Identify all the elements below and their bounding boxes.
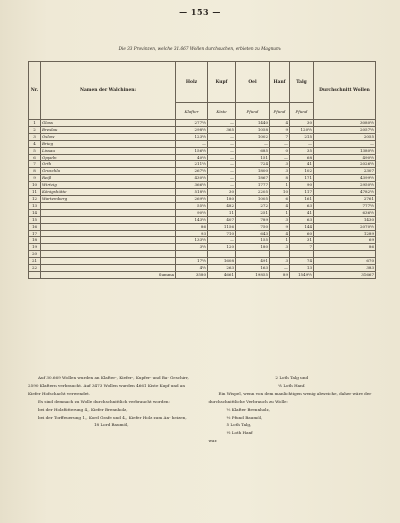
cell-nr: 5 — [29, 147, 41, 154]
cell-nr: 21 — [29, 258, 41, 265]
cell-name — [41, 216, 176, 223]
right-line-1: 2 Loth Talg und — [275, 375, 309, 380]
totals-wollen: 31667 — [314, 271, 376, 278]
right-column — [209, 374, 376, 445]
cell-wollen: 2950½ — [314, 182, 376, 189]
cell-nr: 10 — [29, 182, 41, 189]
cell-wollen — [314, 251, 376, 258]
table-row — [29, 189, 376, 196]
cell-wollen: 383 — [314, 265, 376, 272]
cell-oel: 2205 — [236, 189, 270, 196]
table-row — [29, 120, 376, 127]
cell-nr: 3 — [29, 133, 41, 140]
totals-kupf: 4661 — [208, 271, 236, 278]
cell-kupf: — — [208, 147, 236, 154]
cell-kupf: — — [208, 140, 236, 147]
cell-hanf: — — [270, 154, 290, 161]
table-row — [29, 237, 376, 244]
subheader-kupf: Kiste — [208, 103, 236, 120]
table-row — [29, 182, 376, 189]
right-end: war. — [208, 438, 218, 444]
cell-wollen: 490½ — [314, 154, 376, 161]
cell-holz: 90½ — [176, 209, 208, 216]
right-line-6: ⅓ Loth Hanf — [226, 430, 253, 436]
cell-talg: 68 — [290, 154, 314, 161]
right-line-2: ⅛ Loth Hanf. — [278, 382, 306, 388]
cell-holz: 55½ — [176, 202, 208, 209]
cell-wollen: 636½ — [314, 209, 376, 216]
cell-name — [41, 265, 176, 272]
cell-nr: 16 — [29, 223, 41, 230]
cell-talg: 41 — [290, 209, 314, 216]
cell-holz: 267½ — [176, 168, 208, 175]
cell-oel: 1002 — [236, 133, 270, 140]
table-row — [29, 216, 376, 223]
cell-nr: 19 — [29, 244, 41, 251]
left-paragraph-4: bei der Torffeuerung 1,, Kord Grafe und 4,, Kiefer Holz zum An- heizen, — [38, 414, 187, 420]
cell-nr: 20 — [29, 251, 41, 258]
table-row — [29, 147, 376, 154]
table-row — [29, 195, 376, 202]
cell-hanf: 9 — [270, 126, 290, 133]
cell-oel: — — [236, 140, 270, 147]
cell-kupf: — — [208, 237, 236, 244]
cell-name: Wartemberg — [41, 195, 176, 202]
totals-oel: 19855 — [236, 271, 270, 278]
header-hanf: Hanf — [270, 62, 290, 103]
cell-holz: 93 — [176, 230, 208, 237]
cell-nr: 15 — [29, 216, 41, 223]
cell-kupf — [208, 251, 236, 258]
cell-wollen: 4782½ — [314, 189, 376, 196]
subheader-talg: Pfund — [290, 103, 314, 120]
cell-oel: 1005 — [236, 195, 270, 202]
cell-wollen: 3080½ — [314, 120, 376, 127]
cell-wollen: 2761 — [314, 195, 376, 202]
totals-holz: 3580 — [176, 271, 208, 278]
cell-oel: 151 — [236, 154, 270, 161]
cell-holz: 17½ — [176, 258, 208, 265]
cell-hanf: 3 — [270, 216, 290, 223]
cell-oel: 685 — [236, 147, 270, 154]
cell-talg: 41 — [290, 161, 314, 168]
cell-kupf: 365 — [208, 126, 236, 133]
table-row — [29, 230, 376, 237]
cell-hanf: 6 — [270, 195, 290, 202]
cell-kupf: 407 — [208, 216, 236, 223]
cell-kupf: — — [208, 175, 236, 182]
cell-talg: 63 — [290, 216, 314, 223]
cell-holz: 518½ — [176, 189, 208, 196]
left-paragraph-2: Es sind demnach zu Wolle durchschnittlich verbraucht worden: — [38, 398, 170, 404]
cell-kupf: 30 — [208, 189, 236, 196]
cell-nr: 4 — [29, 140, 41, 147]
table-row — [29, 154, 376, 161]
cell-kupf: 1608 — [208, 258, 236, 265]
cell-kupf: 482 — [208, 202, 236, 209]
cell-wollen: 4399½ — [314, 175, 376, 182]
left-column — [28, 374, 195, 445]
cell-name: Breslau — [41, 126, 176, 133]
cell-talg: 60 — [290, 230, 314, 237]
cell-wollen: 2055 — [314, 133, 376, 140]
cell-wollen: 2057½ — [314, 126, 376, 133]
cell-oel: 1867 — [236, 175, 270, 182]
cell-hanf: 1 — [270, 209, 290, 216]
cell-oel: 163 — [236, 265, 270, 272]
cell-talg: 74 — [290, 258, 314, 265]
cell-hanf: 4 — [270, 230, 290, 237]
cell-name: Groschla — [41, 168, 176, 175]
table-row — [29, 251, 376, 258]
page-number: — 153 — — [179, 7, 221, 17]
cell-oel: 1800 — [236, 168, 270, 175]
cell-talg: 30 — [290, 120, 314, 127]
cell-kupf: — — [208, 182, 236, 189]
cell-oel: 724 — [236, 161, 270, 168]
cell-talg: 35 — [290, 147, 314, 154]
table-row — [29, 161, 376, 168]
header-talg: Talg — [290, 62, 314, 103]
cell-kupf: 120 — [208, 244, 236, 251]
table-row — [29, 140, 376, 147]
cell-kupf: 11 — [208, 209, 236, 216]
left-paragraph-5: 18 Lord Baumöl, — [93, 422, 129, 428]
cell-holz: 366½ — [176, 182, 208, 189]
cell-oel: 1777 — [236, 182, 270, 189]
header-nr: Nr. — [29, 62, 41, 120]
totals-label: Summa — [41, 271, 176, 278]
cell-talg: 7 — [290, 244, 314, 251]
cell-kupf: — — [208, 168, 236, 175]
left-paragraph-1: Auf 30.669 Wollen wurden an Klafter-, Kiefer-, Kupfer- und Ba- Geschirr, 2590 Klaftern verbraucht. Auf 3473 Wollen wurden 4661 Kiste Kupf und an Kiefer Hofschacht verwendet. — [28, 375, 189, 396]
cell-oel: 1058 — [236, 126, 270, 133]
cell-nr: 7 — [29, 161, 41, 168]
table-row — [29, 133, 376, 140]
cell-talg: 63 — [290, 202, 314, 209]
cell-talg: 215 — [290, 133, 314, 140]
cell-nr: 1 — [29, 120, 41, 127]
text-columns — [28, 374, 375, 445]
cell-talg: 144 — [290, 223, 314, 230]
cell-oel: 180 — [236, 244, 270, 251]
cell-hanf: 3 — [270, 168, 290, 175]
cell-nr: 8 — [29, 168, 41, 175]
cell-nr: 14 — [29, 209, 41, 216]
table-row — [29, 126, 376, 133]
right-line-3: ⅖ Klafter Brennholz, — [226, 406, 270, 412]
cell-kupf: 263 — [208, 265, 236, 272]
cell-hanf: 7 — [270, 133, 290, 140]
cell-hanf: — — [270, 265, 290, 272]
header-holz: Holz — [176, 62, 208, 103]
cell-oel: 789 — [236, 216, 270, 223]
cell-hanf: — — [270, 140, 290, 147]
right-paragraph-1: Ein Wispel, wenn von dem manlichtigen wenig abweiche, daher wäre der durchschnittliche Verbrauch zu Wolle: — [208, 390, 372, 404]
cell-holz: 277½ — [176, 120, 208, 127]
cell-talg: 117 — [290, 189, 314, 196]
cell-hanf: 0 — [270, 147, 290, 154]
cell-nr: 12 — [29, 195, 41, 202]
cell-name: Lissau — [41, 147, 176, 154]
cell-talg: 102 — [290, 168, 314, 175]
cell-hanf: 3 — [270, 244, 290, 251]
cell-name — [41, 230, 176, 237]
cell-kupf: — — [208, 154, 236, 161]
cell-name — [41, 258, 176, 265]
cell-holz: — — [176, 140, 208, 147]
cell-talg: 31 — [290, 237, 314, 244]
cell-holz: 143½ — [176, 216, 208, 223]
cell-holz: 40½ — [176, 154, 208, 161]
cell-oel — [236, 251, 270, 258]
right-line-4: ⅔ Pfund Baumöl, — [226, 414, 263, 420]
cell-holz: 430½ — [176, 175, 208, 182]
cell-name — [41, 237, 176, 244]
cell-wollen: 2307 — [314, 168, 376, 175]
right-line-5: 5 Loth Talg, — [226, 422, 252, 428]
cell-kupf: — — [208, 161, 236, 168]
cell-name: Königshütte — [41, 189, 176, 196]
cell-talg — [290, 251, 314, 258]
cell-hanf: 1 — [270, 237, 290, 244]
totals-talg: 1549½ — [290, 271, 314, 278]
cell-nr: 17 — [29, 230, 41, 237]
cell-kupf: — — [208, 133, 236, 140]
cell-name: Oslow — [41, 133, 176, 140]
cell-holz: 86 — [176, 223, 208, 230]
cell-nr: 11 — [29, 189, 41, 196]
cell-name: Reiß — [41, 175, 176, 182]
subheader-holz: Klafter — [176, 103, 208, 120]
cell-name: Wirtzig — [41, 182, 176, 189]
cell-name — [41, 202, 176, 209]
cell-wollen: 86 — [314, 244, 376, 251]
cell-name — [41, 244, 176, 251]
cell-hanf: 3 — [270, 258, 290, 265]
cell-nr: 22 — [29, 265, 41, 272]
header-kupf: Kupf — [208, 62, 236, 103]
cell-name — [41, 223, 176, 230]
cell-name: Brieg — [41, 140, 176, 147]
table-row — [29, 265, 376, 272]
table-row — [29, 202, 376, 209]
cell-nr: 18 — [29, 237, 41, 244]
cell-name: Oppeln — [41, 154, 176, 161]
cell-talg: — — [290, 140, 314, 147]
subheader-oel: Pfund — [236, 103, 270, 120]
cell-nr: 13 — [29, 202, 41, 209]
cell-oel: 491 — [236, 258, 270, 265]
table-row — [29, 209, 376, 216]
cell-hanf: 4 — [270, 120, 290, 127]
cell-name: Gloss — [41, 120, 176, 127]
cell-oel: 1440 — [236, 120, 270, 127]
cell-hanf: 1 — [270, 182, 290, 189]
cell-holz: 211½ — [176, 161, 208, 168]
cell-holz: 269½ — [176, 195, 208, 202]
cell-talg: 13 — [290, 265, 314, 272]
cell-holz: 156½ — [176, 147, 208, 154]
cell-talg: 161 — [290, 195, 314, 202]
cell-hanf: 3 — [270, 161, 290, 168]
cell-wollen: 1380½ — [314, 147, 376, 154]
subheader-hanf: Pfund — [270, 103, 290, 120]
cell-holz: 298½ — [176, 126, 208, 133]
cell-holz: 133½ — [176, 237, 208, 244]
cell-kupf: 1156 — [208, 223, 236, 230]
table-subtitle: Die 33 Provinzen, welche 31.667 Wollen durchsuchen, erbieten zu Magnum: — [118, 46, 282, 51]
cell-name — [41, 209, 176, 216]
cell-wollen: 2070½ — [314, 223, 376, 230]
cell-kupf: — — [208, 120, 236, 127]
cell-wollen: — — [314, 140, 376, 147]
cell-holz: 3½ — [176, 244, 208, 251]
table-row — [29, 258, 376, 265]
cell-nr: 9 — [29, 175, 41, 182]
cell-oel: 155 — [236, 237, 270, 244]
totals-hanf: 89 — [270, 271, 290, 278]
cell-wollen: 69 — [314, 237, 376, 244]
cell-talg: 120½ — [290, 126, 314, 133]
table-row — [29, 175, 376, 182]
cell-talg: 171 — [290, 175, 314, 182]
consumption-table — [28, 61, 376, 279]
cell-holz: 4½ — [176, 265, 208, 272]
cell-oel: 750 — [236, 223, 270, 230]
cell-talg: 90 — [290, 182, 314, 189]
cell-nr: 2 — [29, 126, 41, 133]
cell-name — [41, 251, 176, 258]
table-row — [29, 168, 376, 175]
left-paragraph-3: bei der Holzfütterung 4,, Kiefer Brennholz, — [38, 406, 128, 412]
cell-hanf: 4 — [270, 202, 290, 209]
cell-nr: 6 — [29, 154, 41, 161]
cell-hanf: 10 — [270, 189, 290, 196]
table-row — [29, 244, 376, 251]
totals-row — [29, 271, 376, 278]
cell-hanf: 9 — [270, 223, 290, 230]
header-oel: Oel — [236, 62, 270, 103]
cell-holz: 123½ — [176, 133, 208, 140]
cell-wollen: 777½ — [314, 202, 376, 209]
cell-hanf — [270, 251, 290, 258]
cell-kupf: 180 — [208, 195, 236, 202]
cell-name: Orth — [41, 161, 176, 168]
cell-wollen: 670 — [314, 258, 376, 265]
header-durchschnitt: Durchschnitt Wollen — [314, 62, 376, 120]
cell-oel: 643 — [236, 230, 270, 237]
cell-wollen: 1289 — [314, 230, 376, 237]
cell-wollen: 1430 — [314, 216, 376, 223]
cell-wollen: 2026½ — [314, 161, 376, 168]
header-names: Namen der Walchinen: — [41, 62, 176, 120]
cell-holz — [176, 251, 208, 258]
table-row — [29, 223, 376, 230]
cell-hanf: 8 — [270, 175, 290, 182]
cell-oel: 272 — [236, 202, 270, 209]
cell-kupf: 710 — [208, 230, 236, 237]
cell-oel: 251 — [236, 209, 270, 216]
